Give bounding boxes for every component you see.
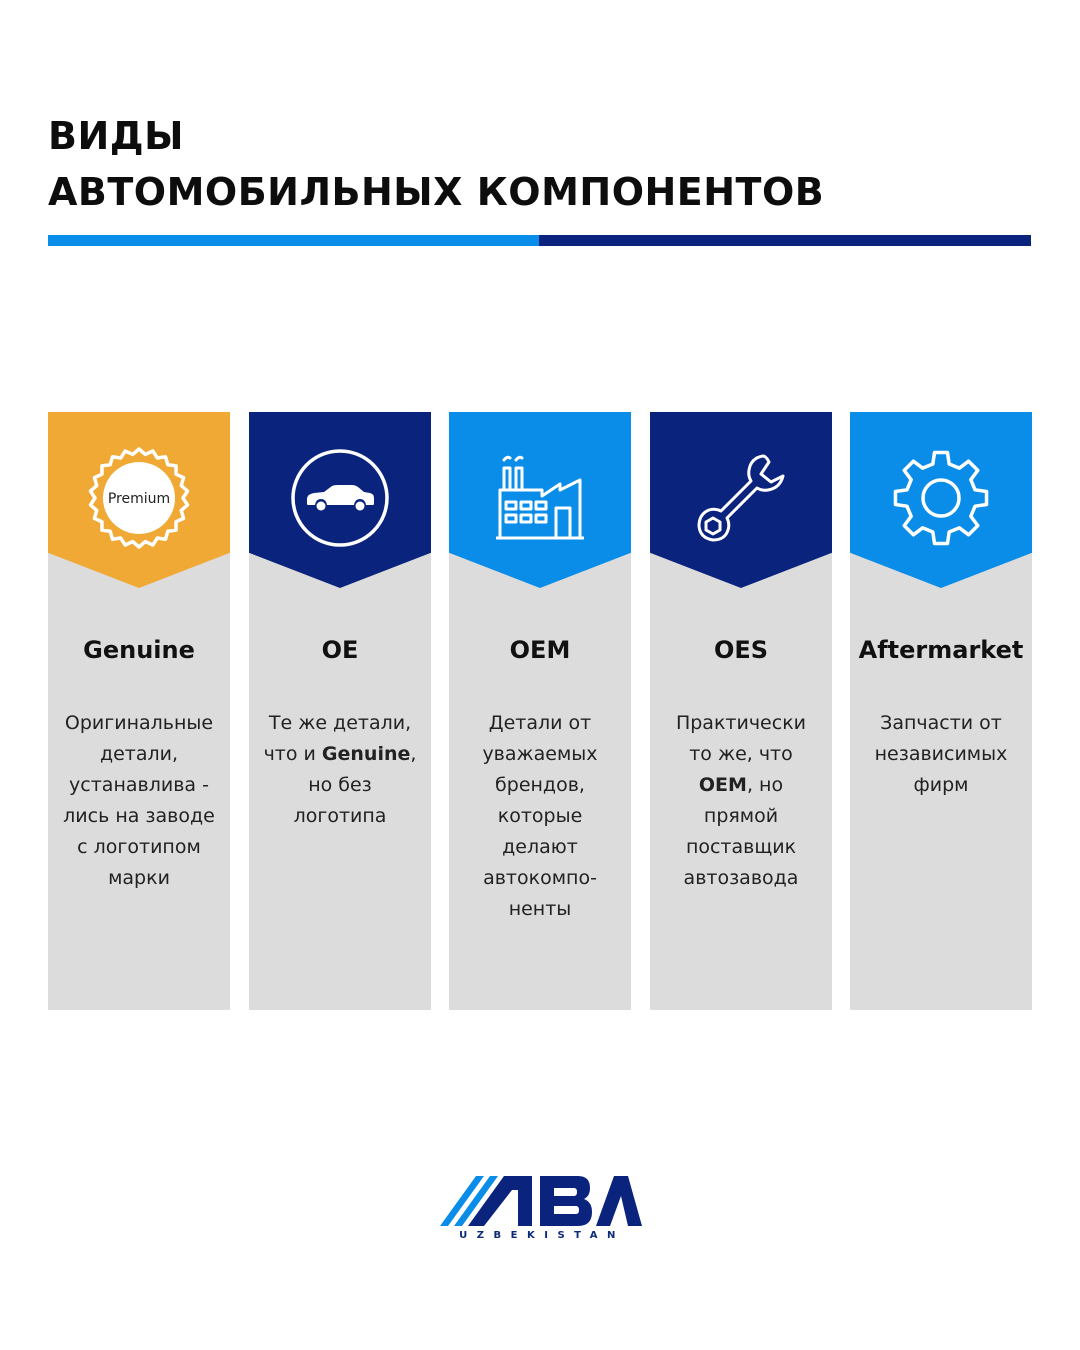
description-text: делают	[502, 836, 578, 858]
card-oes	[650, 412, 832, 1010]
description-line	[858, 708, 1024, 739]
description-line	[257, 708, 423, 739]
wrench-icon	[691, 448, 791, 548]
logo-subtitle: UZBEKISTAN	[459, 1230, 625, 1241]
description-line	[56, 832, 222, 863]
car-icon	[290, 448, 390, 548]
description-line	[56, 801, 222, 832]
description-text: автозавода	[683, 867, 799, 889]
description-line	[457, 708, 623, 739]
description-line	[858, 770, 1024, 801]
description-text: с логотипом	[77, 836, 201, 858]
description-text: которые	[497, 805, 583, 827]
card-title: OES	[713, 636, 769, 664]
card-genuine	[48, 412, 230, 1010]
description-text: ,	[410, 743, 417, 765]
card-description	[457, 708, 623, 925]
premium-badge-icon	[89, 448, 189, 548]
description-line	[457, 894, 623, 925]
description-text: независимых	[874, 743, 1008, 765]
description-line	[658, 770, 824, 801]
description-text: Детали от	[488, 712, 592, 734]
card-description	[257, 708, 423, 832]
premium-badge-label: Premium	[107, 491, 171, 507]
card-aftermarket	[850, 412, 1032, 1010]
description-text: устанавлива -	[69, 774, 209, 796]
card-title: OEM	[509, 636, 571, 664]
description-bold-term: Genuine	[321, 743, 411, 765]
description-text: Практически	[675, 712, 807, 734]
description-text: , но	[746, 774, 784, 796]
description-line	[457, 801, 623, 832]
description-text: то же, что	[689, 743, 793, 765]
title-line-2: АВТОМОБИЛЬНЫХ КОМПОНЕНТОВ	[48, 170, 825, 214]
description-line	[457, 863, 623, 894]
description-text: логотипа	[293, 805, 387, 827]
description-line	[257, 801, 423, 832]
accent-bar-light-segment	[48, 235, 539, 246]
description-text: брендов,	[495, 774, 585, 796]
description-line	[658, 832, 824, 863]
card-title: Aftermarket	[858, 636, 1024, 664]
description-line	[658, 801, 824, 832]
description-line	[457, 739, 623, 770]
card-description	[858, 708, 1024, 801]
description-line	[257, 739, 423, 770]
description-line	[658, 863, 824, 894]
card-title: Genuine	[83, 636, 195, 664]
description-text: что и	[263, 743, 322, 765]
accent-bar-dark-segment	[539, 235, 1031, 246]
card-title: OE	[321, 636, 359, 664]
description-text: Оригинальные	[64, 712, 214, 734]
description-text: Запчасти от	[880, 712, 1002, 734]
card-oem	[449, 412, 631, 1010]
description-text: ненты	[508, 898, 572, 920]
description-text: автокомпо-	[483, 867, 597, 889]
description-text: фирм	[913, 774, 969, 796]
description-text: марки	[108, 867, 170, 889]
card-description	[658, 708, 824, 894]
description-text: прямой	[703, 805, 779, 827]
description-bold-term: OEM	[698, 774, 747, 796]
description-line	[858, 739, 1024, 770]
description-line	[457, 770, 623, 801]
description-text: уважаемых	[482, 743, 598, 765]
description-line	[56, 863, 222, 894]
description-text: лись на заводе	[63, 805, 215, 827]
description-line	[257, 770, 423, 801]
description-line	[658, 739, 824, 770]
description-text: Те же детали,	[268, 712, 412, 734]
description-line	[56, 708, 222, 739]
title-line-1: ВИДЫ	[48, 114, 184, 158]
description-line	[56, 770, 222, 801]
description-line	[56, 739, 222, 770]
description-text: поставщик	[685, 836, 797, 858]
card-description	[56, 708, 222, 894]
page-title	[48, 108, 824, 220]
description-text: но без	[308, 774, 372, 796]
description-text: детали,	[99, 743, 179, 765]
accent-bar	[48, 235, 1031, 246]
factory-icon	[490, 448, 590, 548]
description-line	[658, 708, 824, 739]
card-oe	[249, 412, 431, 1010]
gear-icon	[891, 448, 991, 548]
description-line	[457, 832, 623, 863]
